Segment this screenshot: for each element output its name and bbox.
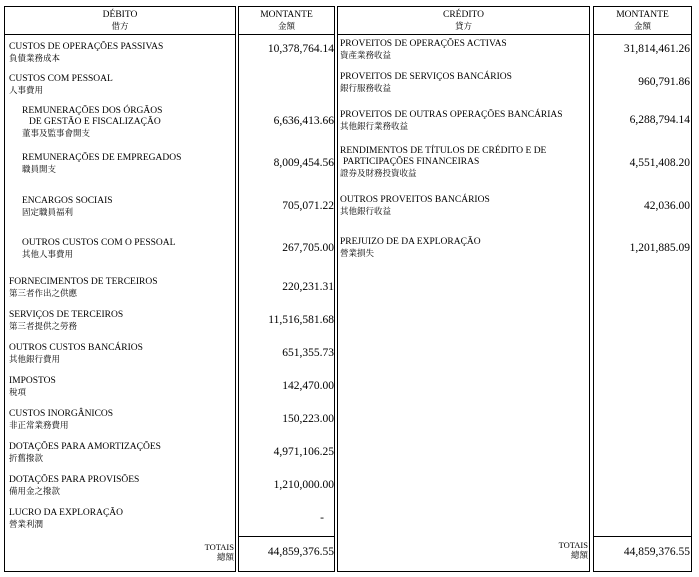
debit-row-amount: 651,355.73 [282, 347, 334, 359]
debit-row-label [9, 310, 123, 332]
debit-label-zh: 營業利潤 [9, 519, 44, 529]
debit-label-zh: 董事及監事會開支 [22, 128, 91, 138]
credit-label-zh: 其他銀行業務收益 [340, 121, 409, 131]
debit-row-amount: 4,971,106.25 [273, 446, 334, 458]
debit-row-amount: 267,705.00 [282, 242, 334, 254]
debit-label-text: DOTAÇÕES PARA AMORTIZAÇÕES [9, 442, 161, 452]
debit-row-amount: 150,223.00 [282, 413, 334, 425]
credit-row-amount: 6,288,794.14 [629, 114, 690, 126]
debit-row-label [9, 475, 139, 497]
debit-label-zh: 職員開支 [22, 164, 57, 174]
credit-label-zh: 資產業務收益 [340, 50, 392, 60]
debit-label-text: FORNECIMENTOS DE TERCEIROS [9, 277, 158, 287]
credit-label-text: OUTROS PROVEITOS BANCÁRIOS [340, 195, 490, 205]
debit-row-label [9, 343, 143, 365]
debit-label-zh: 第三者提供之勞務 [9, 321, 78, 331]
credit-row-label [340, 195, 490, 217]
credit-label-text: PREJUIZO DE DA EXPLORAÇÃO [340, 237, 481, 247]
debit-totals-label [150, 542, 234, 562]
credit-row-label [340, 146, 546, 179]
debit-row-amount: 1,210,000.00 [273, 479, 334, 491]
debit-label-text: DOTAÇÕES PARA PROVISÕES [9, 475, 140, 485]
debit-label-text: IMPOSTOS [9, 376, 56, 386]
debit-total-amount: 44,859,376.55 [267, 546, 334, 558]
credit-header-zh: 貸方 [454, 21, 472, 31]
debit-label-text: OUTROS CUSTOS BANCÁRIOS [9, 343, 143, 353]
credit-row-amount: 4,551,408.20 [629, 157, 690, 169]
debit-label-text: CUSTOS DE OPERAÇÕES PASSIVAS [9, 42, 164, 52]
totals-label-zh: 總額 [570, 550, 588, 560]
debit-row-label [9, 74, 113, 96]
debit-label-zh: 折舊撥款 [9, 453, 44, 463]
debit-label-zh: 非正常業務費用 [9, 420, 69, 430]
debit-row-label [9, 376, 56, 398]
debit-label-zh: 稅項 [9, 387, 27, 397]
credit-label-zh: 證券及財務投資收益 [340, 168, 417, 178]
credit-row-label [340, 39, 507, 61]
debit-label-text: REMUNERAÇÕES DE EMPREGADOS [22, 153, 182, 163]
debit-label-text: OUTROS CUSTOS COM O PESSOAL [22, 238, 176, 248]
debit-amount-header-zh: 金額 [277, 21, 295, 31]
debit-label-zh: 人事費用 [9, 85, 44, 95]
debit-label-text: ENCARGOS SOCIAIS [22, 196, 113, 206]
debit-row-amount: 142,470.00 [282, 380, 334, 392]
debit-row-amount: - [320, 512, 324, 524]
debit-amount-header-title: MONTANTE [260, 10, 313, 20]
debit-row-amount: 10,378,764.14 [267, 43, 334, 55]
debit-label-zh: 固定職員福利 [22, 207, 74, 217]
debit-row-label [22, 238, 175, 260]
credit-label-text: PROVEITOS DE OPERAÇÕES ACTIVAS [340, 39, 507, 49]
credit-label-text: PROVEITOS DE OUTRAS OPERAÇÕES BANCÁRIAS [340, 110, 563, 120]
credit-totals-label [505, 540, 588, 560]
debit-label-zh: 第三者作出之供應 [9, 288, 78, 298]
credit-label-zh: 銀行服務收益 [340, 83, 392, 93]
credit-row-amount: 42,036.00 [644, 200, 690, 212]
credit-label-zh: 其他銀行收益 [340, 206, 392, 216]
totals-label-text: TOTAIS [558, 540, 588, 550]
credit-header [337, 10, 590, 32]
debit-row-amount: 8,009,454.56 [273, 157, 334, 169]
credit-row-amount: 960,791.86 [638, 76, 690, 88]
credit-label-text: PROVEITOS DE SERVIÇOS BANCÁRIOS [340, 72, 512, 82]
credit-row-label [340, 72, 512, 94]
debit-label-zh: 其他銀行費用 [9, 354, 61, 364]
debit-label-text: SERVIÇOS DE TERCEIROS [9, 310, 124, 320]
debit-row-label [9, 42, 163, 64]
debit-label-text: LUCRO DA EXPLORAÇÃO [9, 508, 124, 518]
debit-row-label [22, 106, 162, 139]
debit-label-zh: 其他人事費用 [22, 249, 74, 259]
debit-label-text: CUSTOS COM PESSOAL [9, 74, 113, 84]
debit-row-label [9, 442, 161, 464]
debit-row-label [22, 196, 113, 218]
debit-row-amount: 705,071.22 [282, 200, 334, 212]
debit-row-label [9, 277, 158, 299]
debit-header [4, 10, 236, 32]
debit-header-title: DÉBITO [102, 10, 138, 20]
credit-label-text: RENDIMENTOS DE TÍTULOS DE CRÉDITO E DE [340, 146, 547, 156]
debit-row-label [9, 508, 123, 530]
credit-row-label [340, 237, 481, 259]
credit-row-amount: 1,201,885.09 [629, 242, 690, 254]
credit-row-label [340, 110, 563, 132]
credit-header-title: CRÉDITO [443, 10, 484, 20]
totals-label-zh: 總額 [216, 552, 234, 562]
debit-header-zh: 借方 [111, 21, 129, 31]
debit-label-text: CUSTOS INORGÂNICOS [9, 409, 114, 419]
credit-amount-header-title: MONTANTE [616, 10, 669, 20]
credit-amount-header [593, 10, 692, 32]
debit-row-amount: 220,231.31 [282, 281, 334, 293]
totals-label-text: TOTAIS [204, 542, 234, 552]
debit-label-zh: 負債業務成本 [9, 53, 61, 63]
debit-row-label [22, 153, 181, 175]
credit-label-zh: 營業損失 [340, 248, 375, 258]
credit-amount-column [593, 6, 692, 572]
credit-row-amount: 31,814,461.26 [623, 43, 690, 55]
credit-amount-header-zh: 金額 [633, 21, 651, 31]
credit-total-amount: 44,859,376.55 [623, 546, 690, 558]
debit-label-zh: 備用金之撥款 [9, 486, 61, 496]
credit-label-text-line2: PARTICIPAÇÕES FINANCEIRAS [343, 157, 480, 167]
debit-row-amount: 6,636,413.66 [273, 115, 334, 127]
debit-row-amount: 11,516,581.68 [268, 314, 334, 326]
debit-amount-header [238, 10, 335, 32]
debit-label-text: REMUNERAÇÕES DOS ÓRGÃOS [22, 106, 163, 116]
debit-label-text-line2: DE GESTÃO E FISCALIZAÇÃO [29, 117, 161, 127]
debit-row-label [9, 409, 113, 431]
